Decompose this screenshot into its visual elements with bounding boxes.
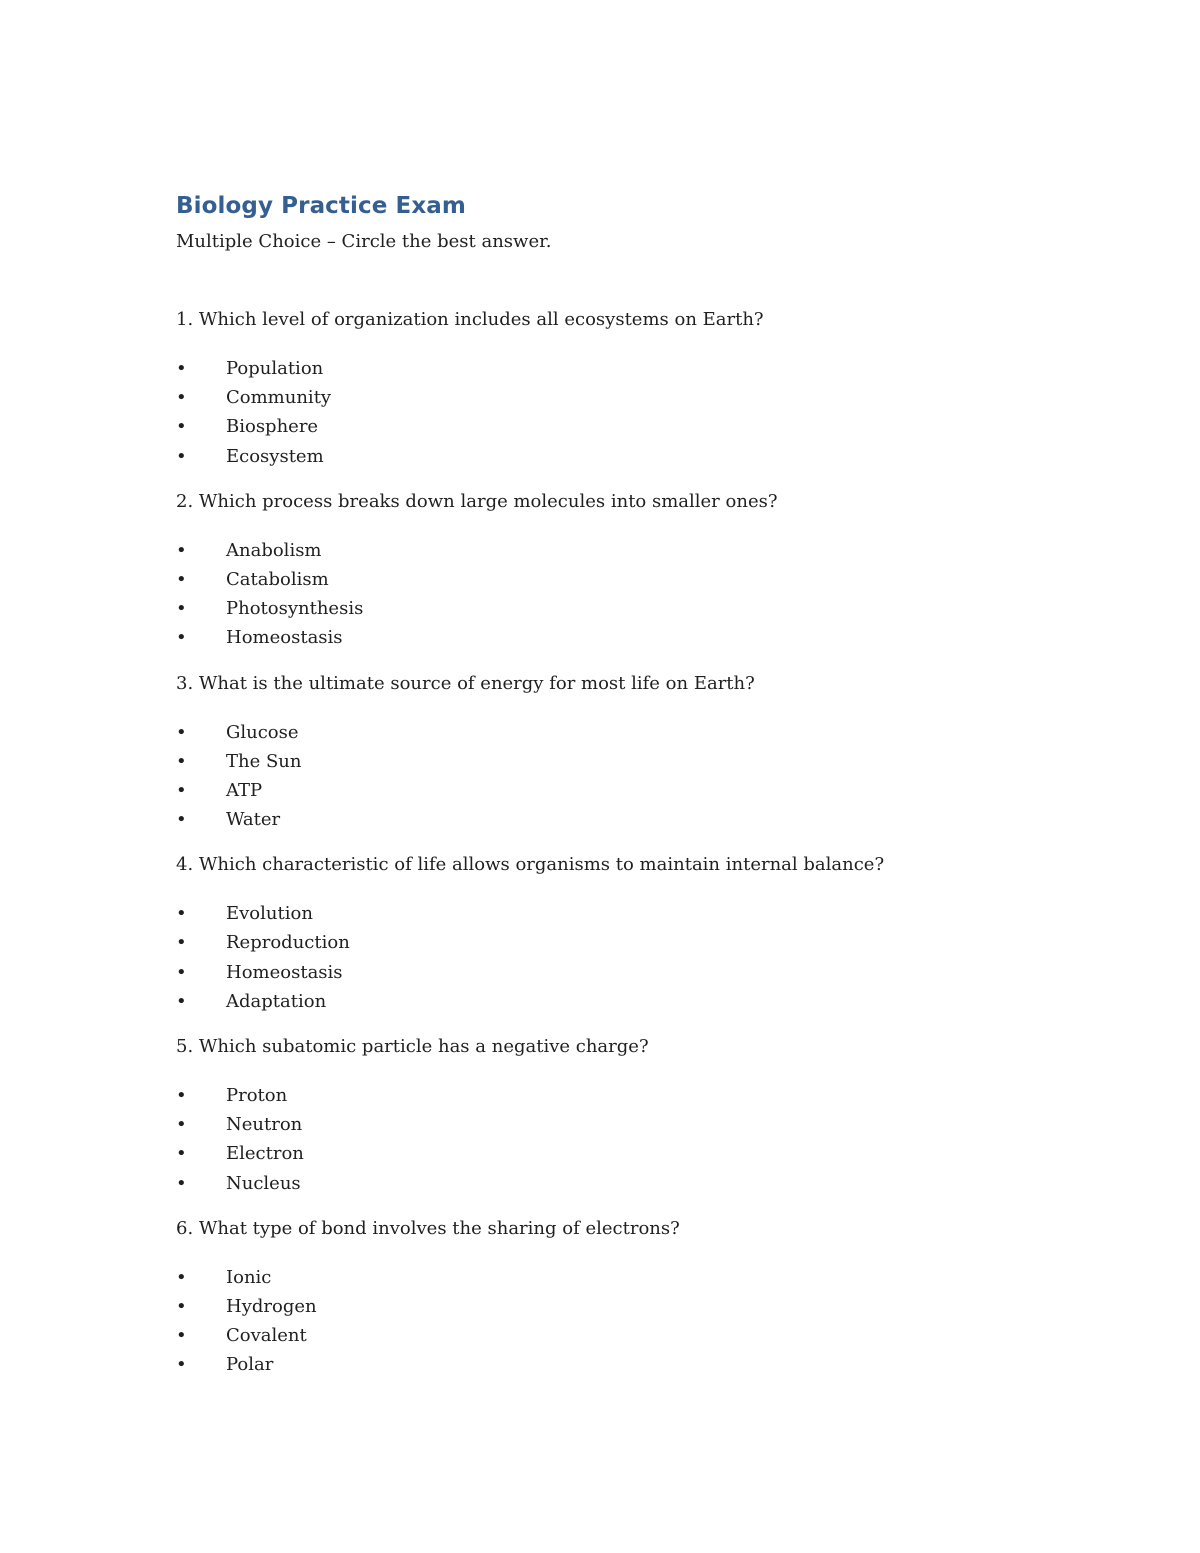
option-item: [176, 1081, 1076, 1110]
option-label: Electron: [226, 1143, 304, 1165]
bullet-icon: •: [176, 809, 187, 831]
option-label: Homeostasis: [226, 961, 343, 983]
bullet-icon: •: [176, 779, 187, 801]
bullet-icon: •: [176, 1354, 187, 1376]
bullet-icon: •: [176, 387, 187, 409]
option-label: Community: [226, 387, 332, 409]
option-label: Evolution: [226, 903, 313, 925]
option-list: [176, 1081, 1076, 1198]
question-text: 3. What is the ultimate source of energy for most life on Earth?: [176, 672, 755, 694]
bullet-icon: •: [176, 961, 187, 983]
bullet-icon: •: [176, 1085, 187, 1106]
option-label: Neutron: [226, 1114, 303, 1136]
option-label: Proton: [226, 1085, 288, 1106]
bullet-icon: •: [176, 1295, 187, 1317]
option-label: Nucleus: [226, 1172, 301, 1194]
option-label: Ecosystem: [226, 445, 324, 467]
option-item: [176, 1292, 1076, 1321]
option-list: [176, 718, 1076, 835]
bullet-icon: •: [176, 358, 187, 379]
option-label: Ionic: [226, 1266, 272, 1288]
question-1: [176, 308, 1076, 471]
option-item: [176, 412, 1076, 441]
option-label: Anabolism: [226, 539, 322, 561]
option-label: ATP: [226, 779, 263, 801]
option-label: Homeostasis: [226, 627, 343, 649]
option-list: [176, 1263, 1076, 1380]
question-text: 2. Which process breaks down large molecules into smaller ones?: [176, 490, 778, 512]
option-item: [176, 928, 1076, 957]
bullet-icon: •: [176, 903, 187, 925]
option-item: [176, 1263, 1076, 1292]
bullet-icon: •: [176, 721, 187, 743]
option-label: Adaptation: [226, 990, 327, 1012]
option-item: [176, 536, 1076, 565]
bullet-icon: •: [176, 539, 187, 561]
option-item: [176, 1110, 1076, 1139]
bullet-icon: •: [176, 1143, 187, 1165]
bullet-icon: •: [176, 416, 187, 438]
option-label: Hydrogen: [226, 1295, 317, 1317]
question-text: 5. Which subatomic particle has a negative charge?: [176, 1036, 649, 1057]
option-item: [176, 718, 1076, 747]
bullet-icon: •: [176, 1266, 187, 1288]
option-list: [176, 354, 1076, 471]
option-list: [176, 899, 1076, 1016]
option-item: [176, 623, 1076, 652]
bullet-icon: •: [176, 598, 187, 620]
document-page: [176, 191, 1076, 1380]
option-label: Photosynthesis: [226, 598, 364, 620]
option-label: Reproduction: [226, 932, 350, 954]
option-item: [176, 1321, 1076, 1350]
option-item: [176, 747, 1076, 776]
option-item: [176, 1350, 1076, 1379]
question-text: 4. Which characteristic of life allows organisms to maintain internal balance?: [176, 854, 885, 876]
option-item: [176, 565, 1076, 594]
question-6: [176, 1217, 1076, 1380]
question-3: [176, 672, 1076, 835]
option-label: Population: [226, 358, 324, 379]
bullet-icon: •: [176, 445, 187, 467]
option-item: [176, 776, 1076, 805]
option-label: Glucose: [226, 721, 299, 743]
option-label: Catabolism: [226, 568, 329, 590]
question-text: 6. What type of bond involves the sharing of electrons?: [176, 1217, 680, 1239]
option-item: [176, 805, 1076, 834]
bullet-icon: •: [176, 627, 187, 649]
option-label: Water: [226, 809, 281, 831]
question-2: [176, 490, 1076, 653]
bullet-icon: •: [176, 990, 187, 1012]
bullet-icon: •: [176, 568, 187, 590]
option-list: [176, 536, 1076, 653]
option-item: [176, 958, 1076, 987]
question-5: [176, 1035, 1076, 1198]
option-label: Biosphere: [226, 416, 319, 438]
question-4: [176, 853, 1076, 1016]
question-text: 1. Which level of organization includes all ecosystems on Earth?: [176, 309, 764, 330]
bullet-icon: •: [176, 750, 187, 772]
option-label: The Sun: [226, 750, 302, 772]
bullet-icon: •: [176, 1325, 187, 1347]
option-item: [176, 442, 1076, 471]
option-item: [176, 987, 1076, 1016]
bullet-icon: •: [176, 1114, 187, 1136]
option-item: [176, 899, 1076, 928]
option-label: Polar: [226, 1354, 274, 1376]
option-label: Covalent: [226, 1325, 307, 1347]
bullet-icon: •: [176, 1172, 187, 1194]
page-title: Biology Practice Exam: [176, 193, 466, 219]
option-item: [176, 1169, 1076, 1198]
option-item: [176, 383, 1076, 412]
option-item: [176, 354, 1076, 383]
bullet-icon: •: [176, 932, 187, 954]
option-item: [176, 1139, 1076, 1168]
option-item: [176, 594, 1076, 623]
instructions: Multiple Choice – Circle the best answer.: [176, 231, 552, 252]
